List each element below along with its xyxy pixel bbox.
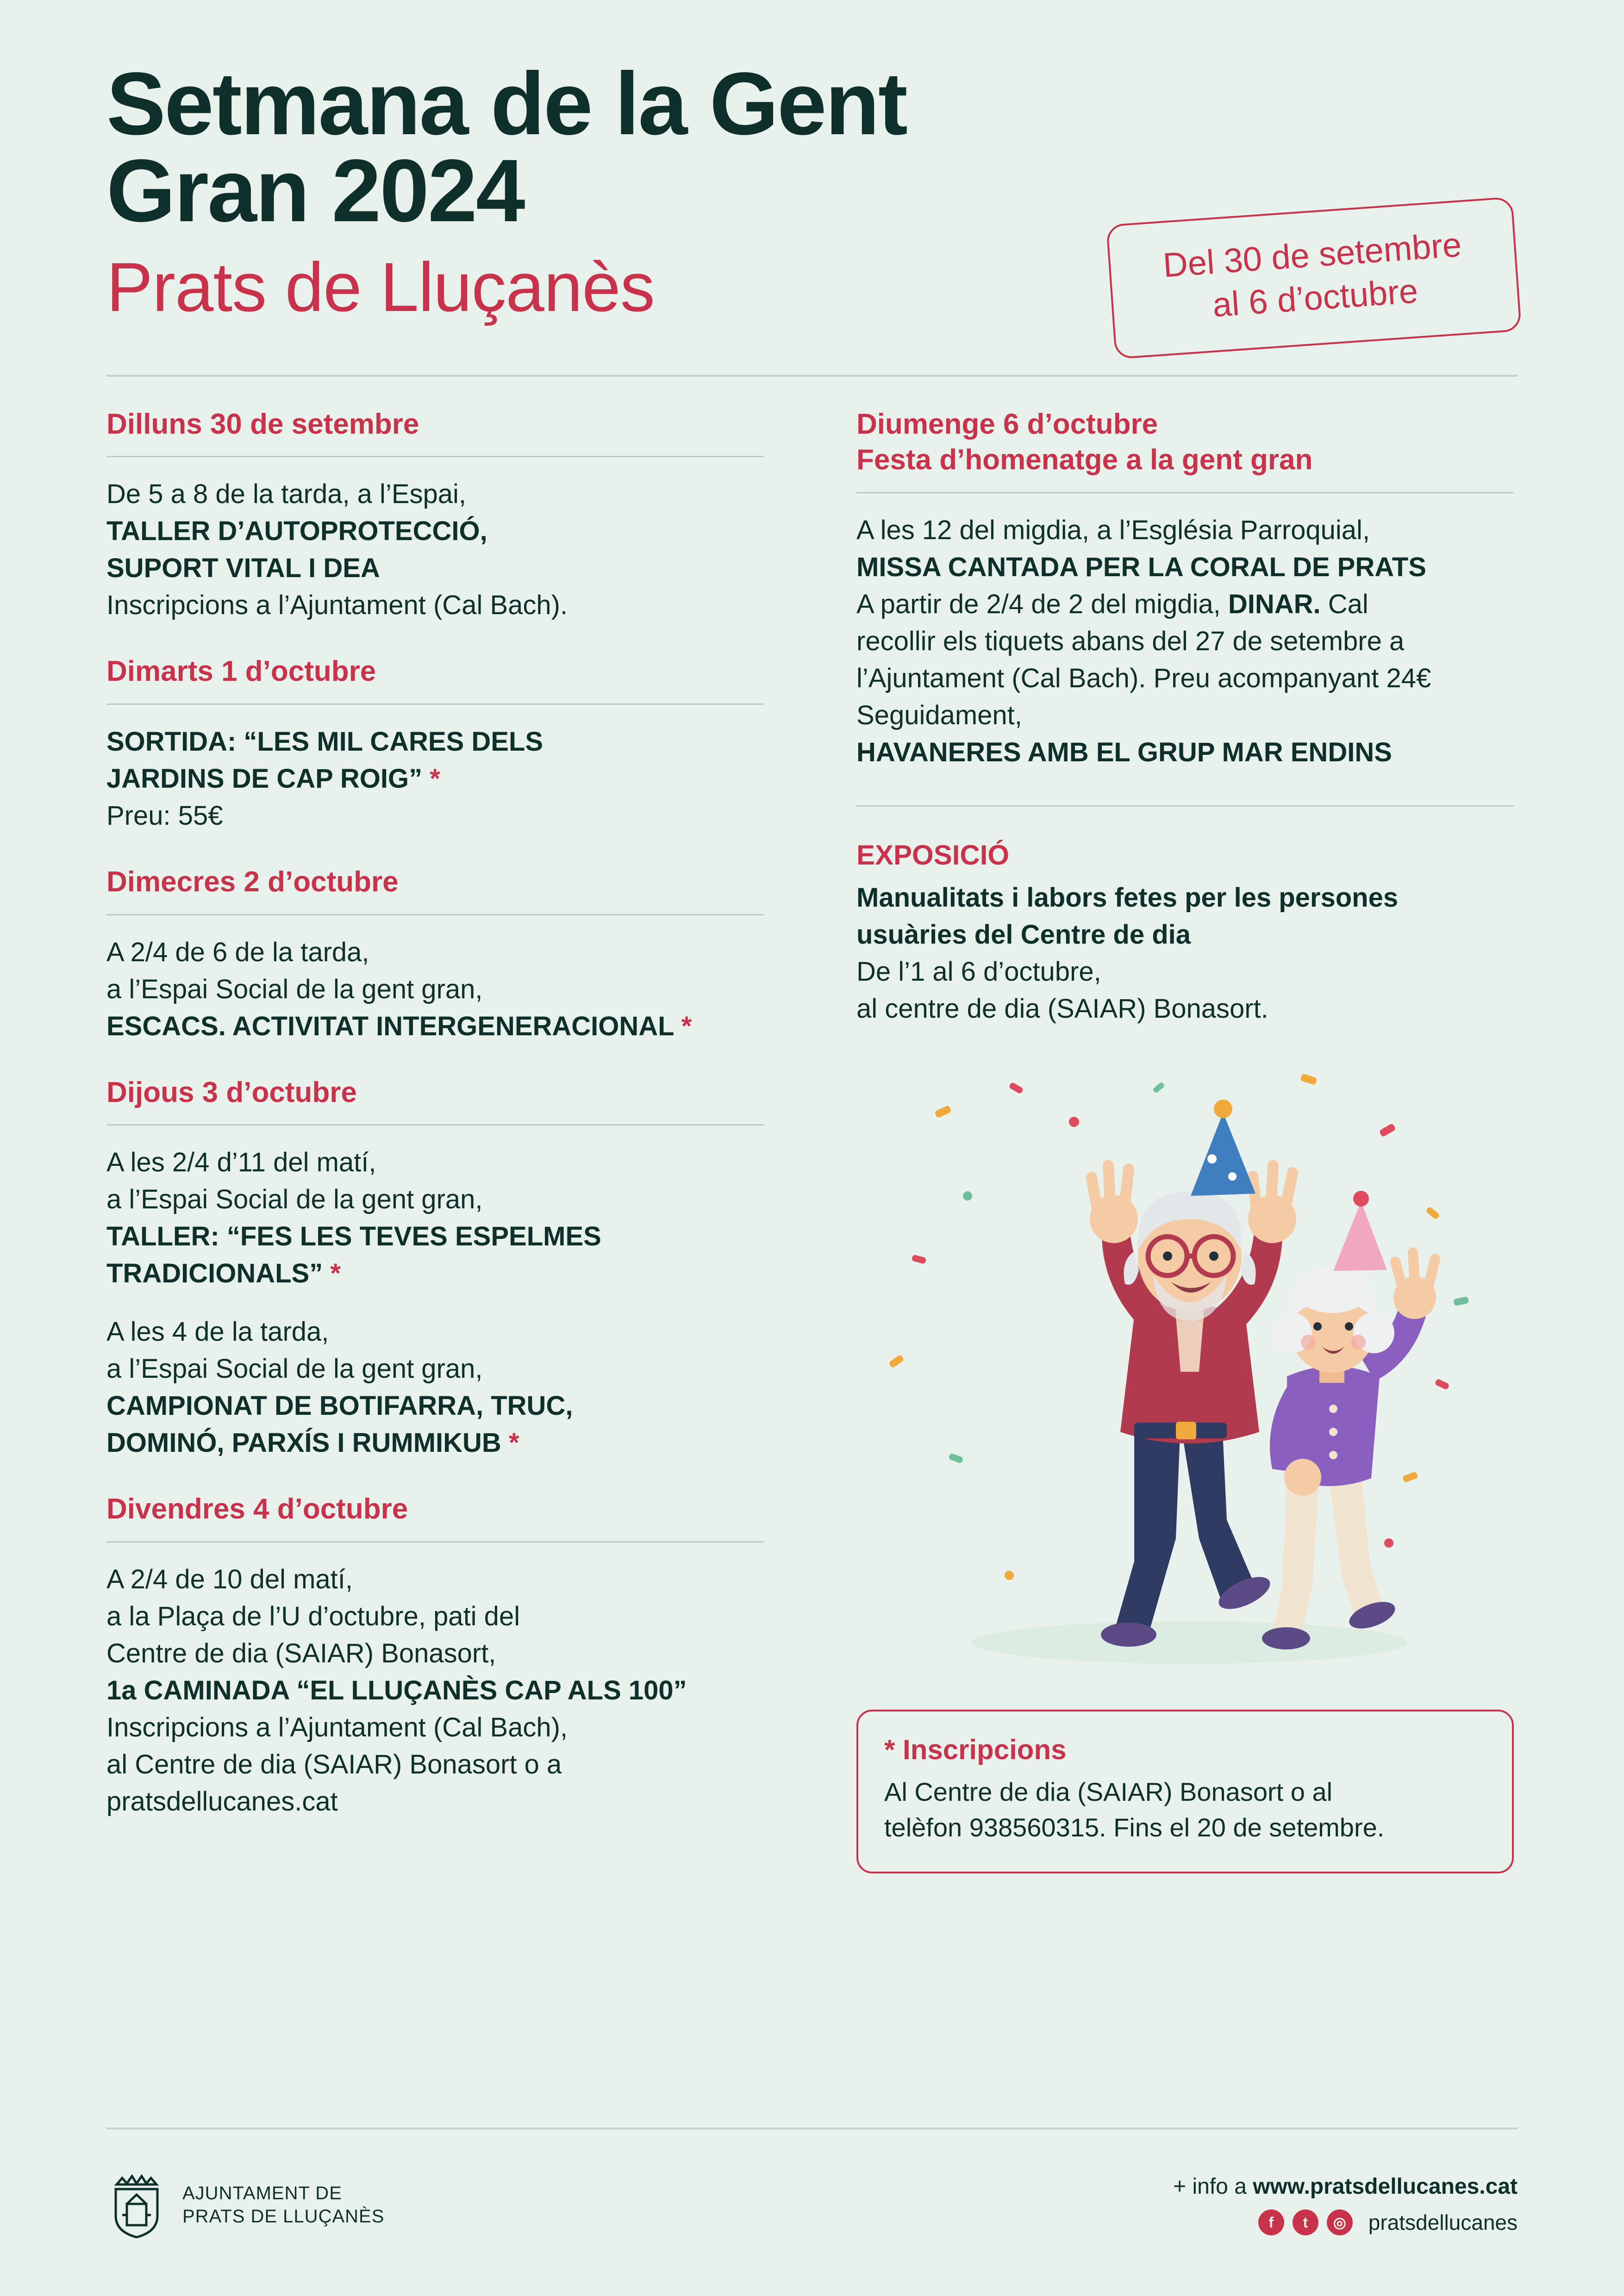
event-block-tuesday — [106, 653, 764, 834]
day-divider — [106, 703, 764, 705]
event-line: A partir de 2/4 de 2 del migdia, DINAR. Cal — [856, 589, 1368, 619]
inscriptions-box — [856, 1710, 1514, 1873]
facebook-icon[interactable]: f — [1258, 2209, 1284, 2235]
event-line: 1a CAMINADA “EL LLUÇANÈS CAP ALS 100” — [106, 1675, 687, 1705]
event-line: Seguidament, — [856, 700, 1022, 730]
logo-line-1: AJUNTAMENT DE — [182, 2183, 342, 2203]
twitter-icon[interactable]: t — [1293, 2209, 1318, 2235]
day-divider — [106, 914, 764, 915]
exposition-title: EXPOSICIÓ — [856, 840, 1010, 871]
celebration-illustration — [856, 1057, 1514, 1696]
event-website[interactable]: pratsdellucanes.cat — [106, 1786, 338, 1817]
event-line: A 2/4 de 6 de la tarda, — [106, 937, 369, 967]
event-line: A les 4 de la tarda, — [106, 1317, 329, 1347]
exposition-line: De l’1 al 6 d’octubre, — [856, 957, 1101, 987]
date-badge — [1106, 197, 1522, 360]
page-subtitle: Prats de Lluçanès — [106, 248, 655, 326]
coat-of-arms-icon — [106, 2169, 167, 2240]
event-line: HAVANERES AMB EL GRUP MAR ENDINS — [856, 737, 1392, 767]
event-line: SUPORT VITAL I DEA — [106, 553, 380, 584]
day-heading: Divendres 4 d’octubre — [106, 1493, 408, 1525]
event-line: Inscripcions a l’Ajuntament (Cal Bach). — [106, 590, 568, 621]
day-divider — [106, 1124, 764, 1126]
day-heading: Dimecres 2 d’octubre — [106, 866, 399, 898]
footer-contact — [1173, 2174, 1518, 2235]
inscriptions-line: Al Centre de dia (SAIAR) Bonasort o al — [884, 1777, 1333, 1807]
section-divider — [856, 805, 1514, 807]
event-block-wednesday — [106, 864, 764, 1045]
left-column — [106, 406, 764, 1873]
event-line: ESCACS. ACTIVITAT INTERGENERACIONAL * — [106, 1011, 692, 1041]
event-line: recollir els tiquets abans del 27 de setembre a — [856, 626, 1405, 656]
exposition-block — [856, 839, 1514, 1027]
content-columns — [0, 406, 1624, 1873]
event-line: CAMPIONAT DE BOTIFARRA, TRUC, — [106, 1391, 573, 1421]
event-line: Inscripcions a l’Ajuntament (Cal Bach), — [106, 1712, 568, 1742]
event-line: TALLER D’AUTOPROTECCIÓ, — [106, 516, 487, 547]
right-column — [856, 406, 1514, 1873]
event-line: JARDINS DE CAP ROIG” * — [106, 763, 440, 794]
day-subheading: Festa d’homenatge a la gent gran — [856, 444, 1313, 476]
event-line: a la Plaça de l’U d’octubre, pati del — [106, 1601, 520, 1631]
event-line: TALLER: “FES LES TEVES ESPELMES — [106, 1221, 601, 1252]
info-prefix: + info a — [1173, 2174, 1253, 2199]
info-line — [1173, 2174, 1518, 2199]
event-line: a l’Espai Social de la gent gran, — [106, 974, 483, 1004]
event-line: A les 2/4 d’11 del matí, — [106, 1147, 376, 1178]
event-line: TRADICIONALS” * — [106, 1258, 341, 1289]
event-line: Preu: 55€ — [106, 801, 223, 831]
footer-divider — [106, 2128, 1518, 2129]
spacer — [106, 1292, 764, 1313]
exposition-line: Manualitats i labors fetes per les persones — [856, 883, 1399, 913]
event-line: DOMINÓ, PARXÍS I RUMMIKUB * — [106, 1428, 519, 1458]
day-divider — [106, 1541, 764, 1543]
event-line: MISSA CANTADA PER LA CORAL DE PRATS — [856, 552, 1426, 582]
inscriptions-title: * Inscripcions — [884, 1734, 1067, 1766]
day-heading: Dijous 3 d’octubre — [106, 1076, 357, 1108]
day-heading: Dilluns 30 de setembre — [106, 408, 419, 440]
event-block-friday — [106, 1491, 764, 1820]
header-divider — [106, 375, 1518, 377]
event-block-thursday — [106, 1075, 764, 1462]
social-links — [1173, 2209, 1518, 2235]
event-block-monday — [106, 406, 764, 624]
elderly-woman-figure — [1262, 1191, 1436, 1649]
exposition-line: al centre de dia (SAIAR) Bonasort. — [856, 994, 1268, 1024]
page-title — [106, 54, 1356, 241]
day-heading: Dimarts 1 d’octubre — [106, 655, 376, 688]
logo-line-2: PRATS DE LLUÇANÈS — [182, 2206, 385, 2227]
ajuntament-logo — [106, 2169, 384, 2240]
instagram-icon[interactable]: ◎ — [1327, 2209, 1353, 2235]
social-handle: pratsdellucanes — [1368, 2210, 1518, 2234]
event-line: al Centre de dia (SAIAR) Bonasort o a — [106, 1749, 562, 1780]
poster-footer — [106, 2169, 1518, 2240]
logo-text — [182, 2182, 384, 2228]
day-divider — [856, 492, 1514, 493]
elderly-man-figure — [1090, 1100, 1296, 1647]
website-link[interactable]: www.pratsdellucanes.cat — [1253, 2174, 1518, 2199]
inscriptions-line: telèfon 938560315. Fins el 20 de setembre. — [884, 1813, 1385, 1842]
event-line: l’Ajuntament (Cal Bach). Preu acompanyant 24€ — [856, 663, 1431, 693]
event-line: A 2/4 de 10 del matí, — [106, 1564, 353, 1594]
date-badge-line-1: Del 30 de setembre — [1162, 225, 1463, 285]
day-heading: Diumenge 6 d’octubre — [856, 408, 1158, 440]
day-divider — [106, 456, 764, 457]
event-line: SORTIDA: “LES MIL CARES DELS — [106, 726, 543, 757]
event-line: Centre de dia (SAIAR) Bonasort, — [106, 1638, 496, 1668]
date-badge-line-2: al 6 d’octubre — [1211, 271, 1419, 324]
exposition-line: usuàries del Centre de dia — [856, 920, 1191, 950]
event-block-sunday — [856, 406, 1514, 771]
title-line-2: Gran 2024 — [106, 141, 524, 241]
event-line: A les 12 del migdia, a l’Església Parroquial, — [856, 515, 1370, 545]
event-line: a l’Espai Social de la gent gran, — [106, 1184, 483, 1215]
poster-header — [0, 0, 1624, 324]
event-line: De 5 a 8 de la tarda, a l’Espai, — [106, 479, 467, 510]
event-line: a l’Espai Social de la gent gran, — [106, 1354, 483, 1384]
title-line-1: Setmana de la Gent — [106, 54, 906, 153]
